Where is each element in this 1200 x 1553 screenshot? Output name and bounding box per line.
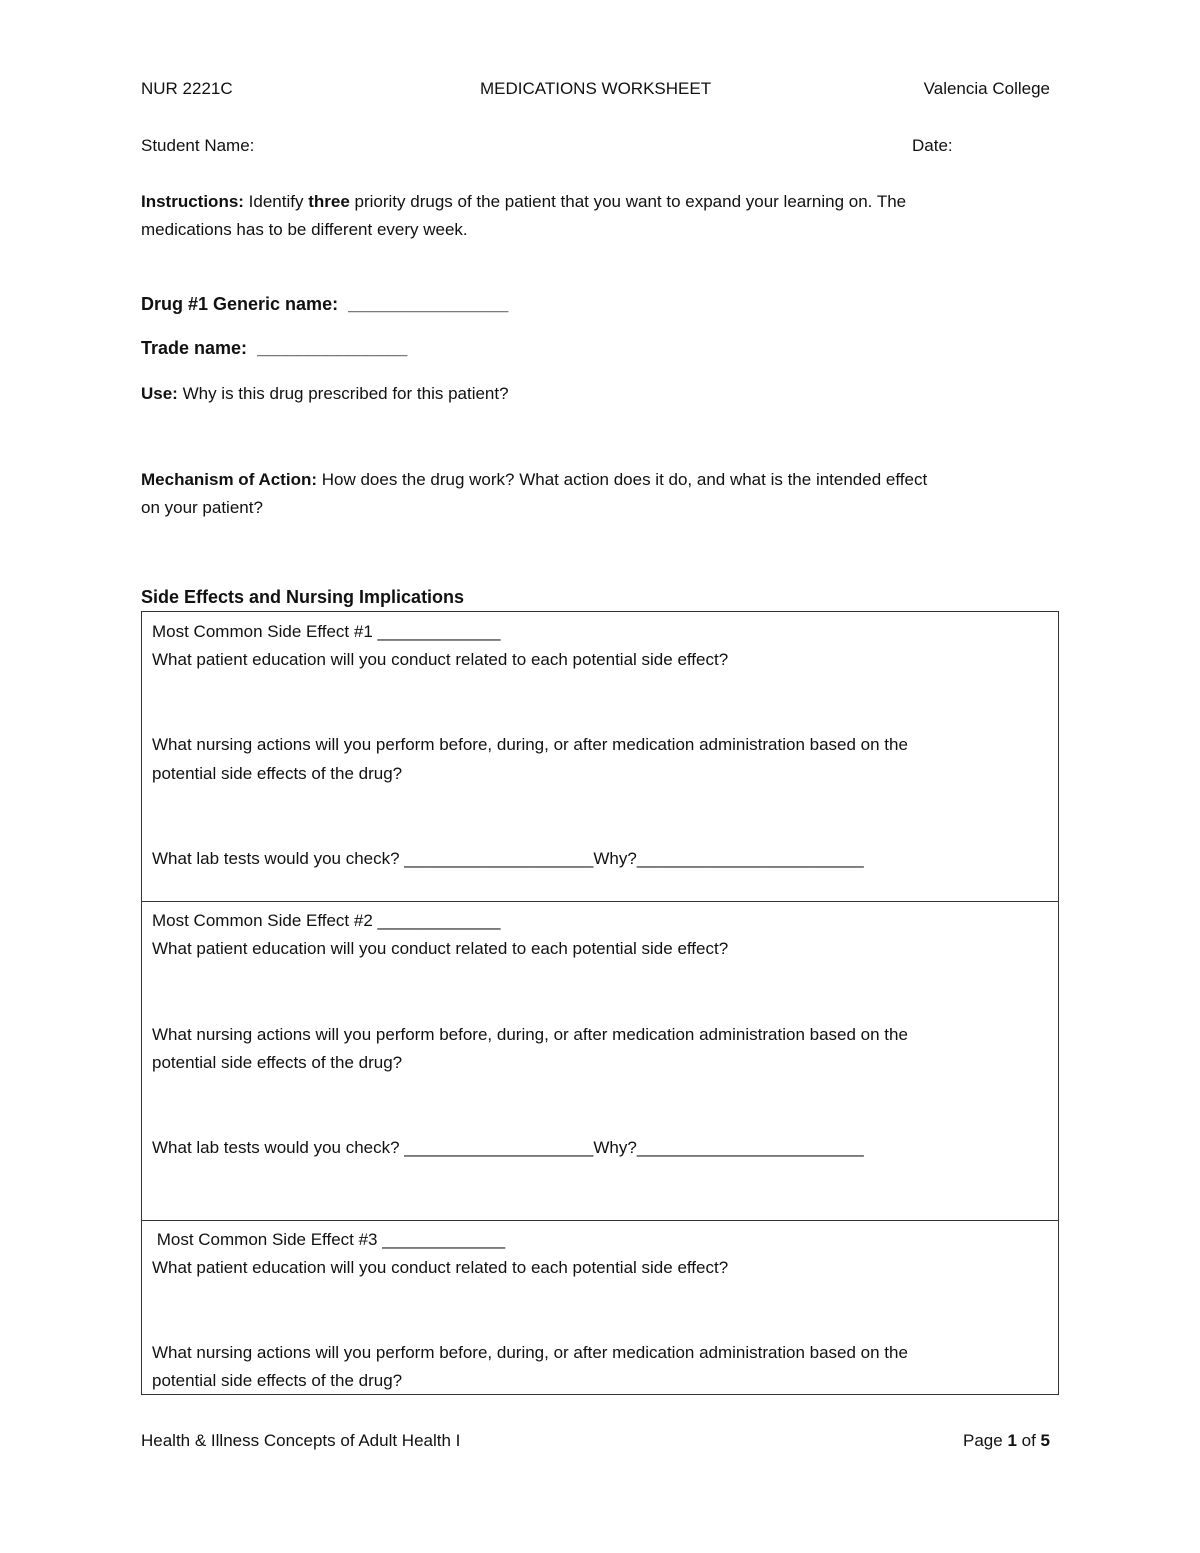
generic-name-field — [141, 290, 508, 318]
side-effect-title: Most Common Side Effect #3 _____________ — [152, 1230, 506, 1249]
nursing-question: What nursing actions will you perform before, during, or after medication administration based on the — [152, 1343, 908, 1362]
side-effect-cell-2 — [142, 902, 1058, 1221]
lab-question: What lab tests would you check? ____________________Why?________________________ — [152, 1138, 864, 1157]
page-total: 5 — [1040, 1431, 1050, 1450]
mechanism-field — [141, 466, 927, 494]
mechanism-text-2: on your patient? — [141, 498, 263, 517]
school-name: Valencia College — [923, 79, 1050, 98]
side-effect-title: Most Common Side Effect #1 _____________ — [152, 622, 501, 641]
nursing-question-cont: potential side effects of the drug? — [152, 1053, 403, 1072]
side-effects-table — [141, 611, 1059, 1395]
use-label: Use: — [141, 384, 178, 403]
side-effect-cell-1 — [142, 612, 1058, 902]
side-effect-cell-3 — [142, 1221, 1058, 1394]
footer-course-name: Health & Illness Concepts of Adult Health I — [141, 1431, 461, 1450]
instructions-label: Instructions: — [141, 192, 244, 211]
section-title: Side Effects and Nursing Implications — [141, 587, 465, 607]
instructions-text-b: priority drugs of the patient that you want to expand your learning on. The — [349, 192, 907, 211]
trade-name-label: Trade name: — [141, 338, 248, 358]
use-field — [141, 380, 509, 408]
mechanism-label: Mechanism of Action: — [141, 470, 317, 489]
trade-name-field — [141, 334, 407, 362]
page-number — [963, 1427, 1050, 1455]
page-of: of — [1016, 1431, 1041, 1450]
trade-name-blank: _______________ — [257, 338, 408, 358]
lab-question: What lab tests would you check? ____________________Why?________________________ — [152, 849, 864, 868]
page-prefix: Page — [963, 1431, 1008, 1450]
use-text: Why is this drug prescribed for this patient? — [177, 384, 509, 403]
course-code: NUR 2221C — [141, 79, 233, 98]
worksheet-title: MEDICATIONS WORKSHEET — [480, 79, 712, 98]
nursing-question: What nursing actions will you perform before, during, or after medication administration based on the — [152, 735, 908, 754]
education-question: What patient education will you conduct related to each potential side effect? — [152, 650, 729, 669]
instructions-line — [141, 188, 906, 216]
mechanism-text: How does the drug work? What action does it do, and what is the intended effect — [317, 470, 928, 489]
nursing-question-cont: potential side effects of the drug? — [152, 764, 403, 783]
education-question: What patient education will you conduct related to each potential side effect? — [152, 1258, 729, 1277]
generic-name-blank: ________________ — [348, 294, 509, 314]
education-question: What patient education will you conduct related to each potential side effect? — [152, 939, 729, 958]
nursing-question-cont: potential side effects of the drug? — [152, 1371, 403, 1390]
page-current: 1 — [1007, 1431, 1017, 1450]
side-effect-title: Most Common Side Effect #2 _____________ — [152, 911, 501, 930]
generic-name-label: Drug #1 Generic name: — [141, 294, 339, 314]
instructions-text-c: medications has to be different every week. — [141, 220, 468, 239]
instructions-text-a: Identify — [243, 192, 309, 211]
instructions-emphasis: three — [308, 192, 350, 211]
student-name-label: Student Name: — [141, 136, 255, 155]
date-label: Date: — [912, 136, 953, 155]
nursing-question: What nursing actions will you perform before, during, or after medication administration based on the — [152, 1025, 908, 1044]
